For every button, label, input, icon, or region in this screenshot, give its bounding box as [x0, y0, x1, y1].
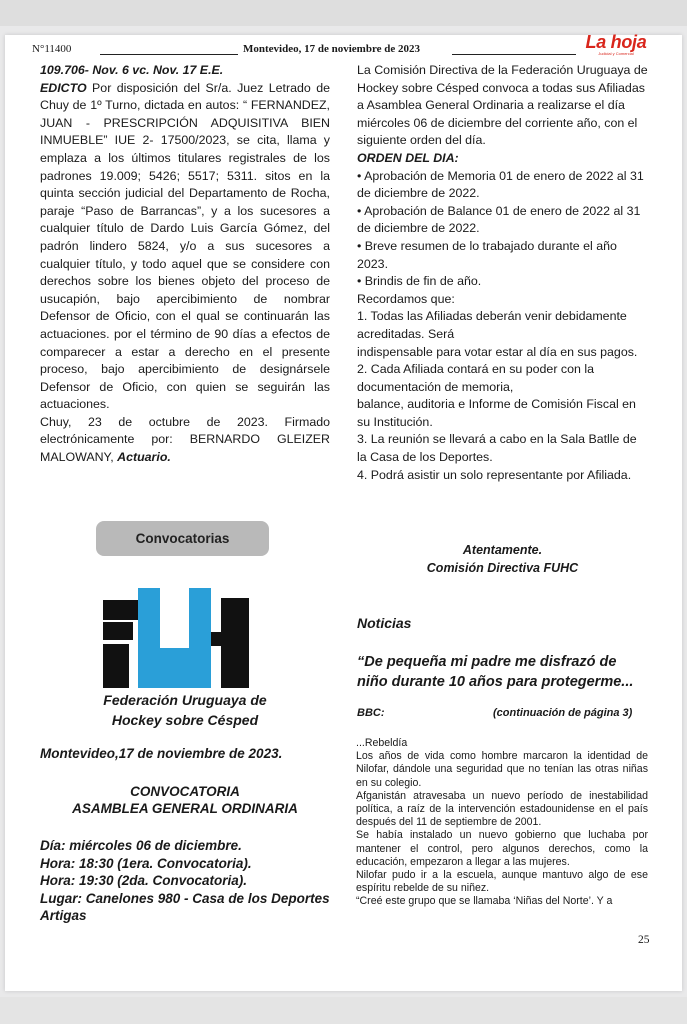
news-source: BBC:: [357, 707, 385, 719]
convocatoria-date: Montevideo,17 de noviembre de 2023.: [40, 746, 283, 761]
note-item: indispensable para votar estar al día en sus pagos.: [357, 344, 638, 359]
recordamos-label: Recordamos que:: [357, 291, 455, 306]
orden-item: • Brindis de fin de año.: [357, 274, 482, 289]
convocatoria-intro: La Comisión Directiva de la Federación Uruguaya de Hockey sobre Césped convoca a todas sus Afiliadas a Asamblea General Ordinaria a realizarse el día miércoles 06 de diciembre del corriente año, con el siguiente orden del día.: [357, 63, 648, 148]
header-rule-left: [100, 54, 238, 55]
convocatoria-title-line2: ASAMBLEA GENERAL ORDINARIA: [72, 801, 298, 816]
detail-day: Día: miércoles 06 de diciembre.: [40, 838, 242, 853]
noticias-heading: Noticias: [357, 615, 412, 631]
edicto-body: [40, 80, 330, 414]
orden-item: • Breve resumen de lo trabajado durante el año 2023.: [357, 238, 617, 271]
signature-greeting: Atentamente.: [462, 543, 543, 557]
issue-number: N°11400: [32, 43, 72, 55]
convocatoria-title-line1: CONVOCATORIA: [130, 784, 240, 799]
edicto-column: [40, 62, 330, 467]
edicto-closing: [40, 414, 330, 467]
fuhc-logo-black-bar-bottom: [103, 622, 133, 640]
edicto-signature: Chuy, 23 de octubre de 2023. Firmado electrónicamente por: BERNARDO GLEIZER MALOWANY,: [40, 414, 330, 465]
header-rule-right: [452, 54, 576, 55]
orden-del-dia-title: ORDEN DEL DIA:: [357, 150, 459, 165]
convocatoria-title: [40, 783, 330, 817]
article-paragraph: Los años de vida como hombre marcaron la identidad de Nilofar, dándole una seguridad que no tenían las otras niñas en su colegio.: [356, 750, 648, 789]
page-number: 25: [638, 934, 650, 946]
fuhc-logo-black-left-post: [103, 644, 129, 688]
orden-item: • Aprobación de Memoria 01 de enero de 2022 al 31 de diciembre de 2022.: [357, 168, 644, 201]
note-item: 2. Cada Afiliada contará en su poder con la documentación de memoria,: [357, 362, 594, 394]
edicto-label: EDICTO: [40, 80, 87, 95]
logo-title: La hoja: [585, 32, 647, 52]
federation-name: [68, 690, 302, 730]
note-item: 4. Podrá asistir un solo representante por Afiliada.: [357, 467, 632, 482]
note-item: balance, auditoria e Informe de Comisión Fiscal en su Institución.: [357, 397, 636, 429]
convocatoria-details: [40, 837, 340, 925]
article-paragraph: ...Rebeldía: [356, 737, 408, 749]
detail-time-second: Hora: 19:30 (2da. Convocatoria).: [40, 873, 248, 888]
article-paragraph: Se había instalado un nuevo gobierno que luchaba por mantener el control, pero algunos derechos, como la educación, empezaron a llegar a las mujeres.: [356, 829, 648, 868]
orden-item: • Aprobación de Balance 01 de enero de 2022 al 31 de diciembre de 2022.: [357, 203, 641, 236]
top-background-strip: [0, 0, 687, 26]
federation-name-line2: Hockey sobre Césped: [111, 712, 259, 728]
federation-name-line1: Federación Uruguaya de: [103, 692, 267, 708]
fuhc-logo: [103, 588, 249, 688]
article-paragraph: Afganistán atravesaba un nuevo período de inestabilidad política, a raíz de la intervención estadounidense en el país después del 11 de septiembre de 2001.: [356, 789, 648, 829]
bottom-background-strip: [0, 997, 687, 1024]
header-date: Montevideo, 17 de noviembre de 2023: [243, 43, 421, 55]
article-paragraph: Nilofar pudo ir a la escuela, aunque mantuvo algo de ese espíritu rebelde de su niñez.: [356, 869, 648, 895]
detail-time-first: Hora: 18:30 (1era. Convocatoria).: [40, 855, 252, 871]
detail-location: Lugar: Canelones 980 - Casa de los Deportes Artigas: [40, 890, 330, 923]
la-hoja-logo: [581, 33, 651, 56]
edicto-text: Por disposición del Sr/a. Juez Letrado de Chuy de 1º Turno, dictada en autos: “ FERNANDEZ, JUAN - PRESCRIPCIÓN ADQUISITIVA BIEN INMUEBLE” IUE 2- 17500/2023, se cita, llama y emplaza a los últimos titulares registrales de los padrones 19.009; 5426; 5517; 5311. sitos en la quinta sección judicial del Departamento de Rocha, paraje “Paso de Barrancas”, y a los sucesores a cualquier título de Dardo Luis García Gómez, del padrón lindero 5824, y/o a sus sucesores a cualquier título, y todo aquel que se considere con derechos sobre los bienes objeto del proceso de usucapión, bajo apercibimiento de nombrar Defensor de Oficio, con el qual se continuarán las actuaciones. por el término de 90 días a efectos de comparecer a estar a derecho en el presente proceso, bajo apercibimiento de designársele Defensor de Oficio, con quien se seguirán las actuaciones.: [40, 80, 330, 412]
logo-subtitle: Judicial y Comercial: [598, 51, 634, 56]
note-item: 1. Todas las Afiliadas deberán venir debidamente acreditadas. Será: [357, 309, 627, 341]
news-headline: “De pequeña mi padre me disfrazó de niño durante 10 años para protegerme...: [357, 654, 634, 690]
convocatoria-column: [357, 62, 648, 484]
section-label-convocatorias: Convocatorias: [96, 521, 269, 556]
news-continuation: (continuación de página 3): [493, 707, 633, 719]
note-item: 3. La reunión se llevará a cabo en la Sala Batlle de la Casa de los Deportes.: [357, 432, 637, 465]
edicto-reference: 109.706- Nov. 6 vc. Nov. 17 E.E.: [40, 63, 224, 77]
news-article: [356, 737, 648, 909]
article-paragraph: “Creé este grupo que se llamaba ‘Niñas del Norte’. Y a: [356, 895, 613, 908]
fuhc-logo-black-crossbar: [211, 632, 249, 646]
signature-block: [357, 541, 648, 577]
signature-committee: Comisión Directiva FUHC: [426, 561, 579, 575]
fuhc-logo-blue-base: [138, 648, 211, 688]
edicto-role: Actuario.: [117, 450, 171, 465]
